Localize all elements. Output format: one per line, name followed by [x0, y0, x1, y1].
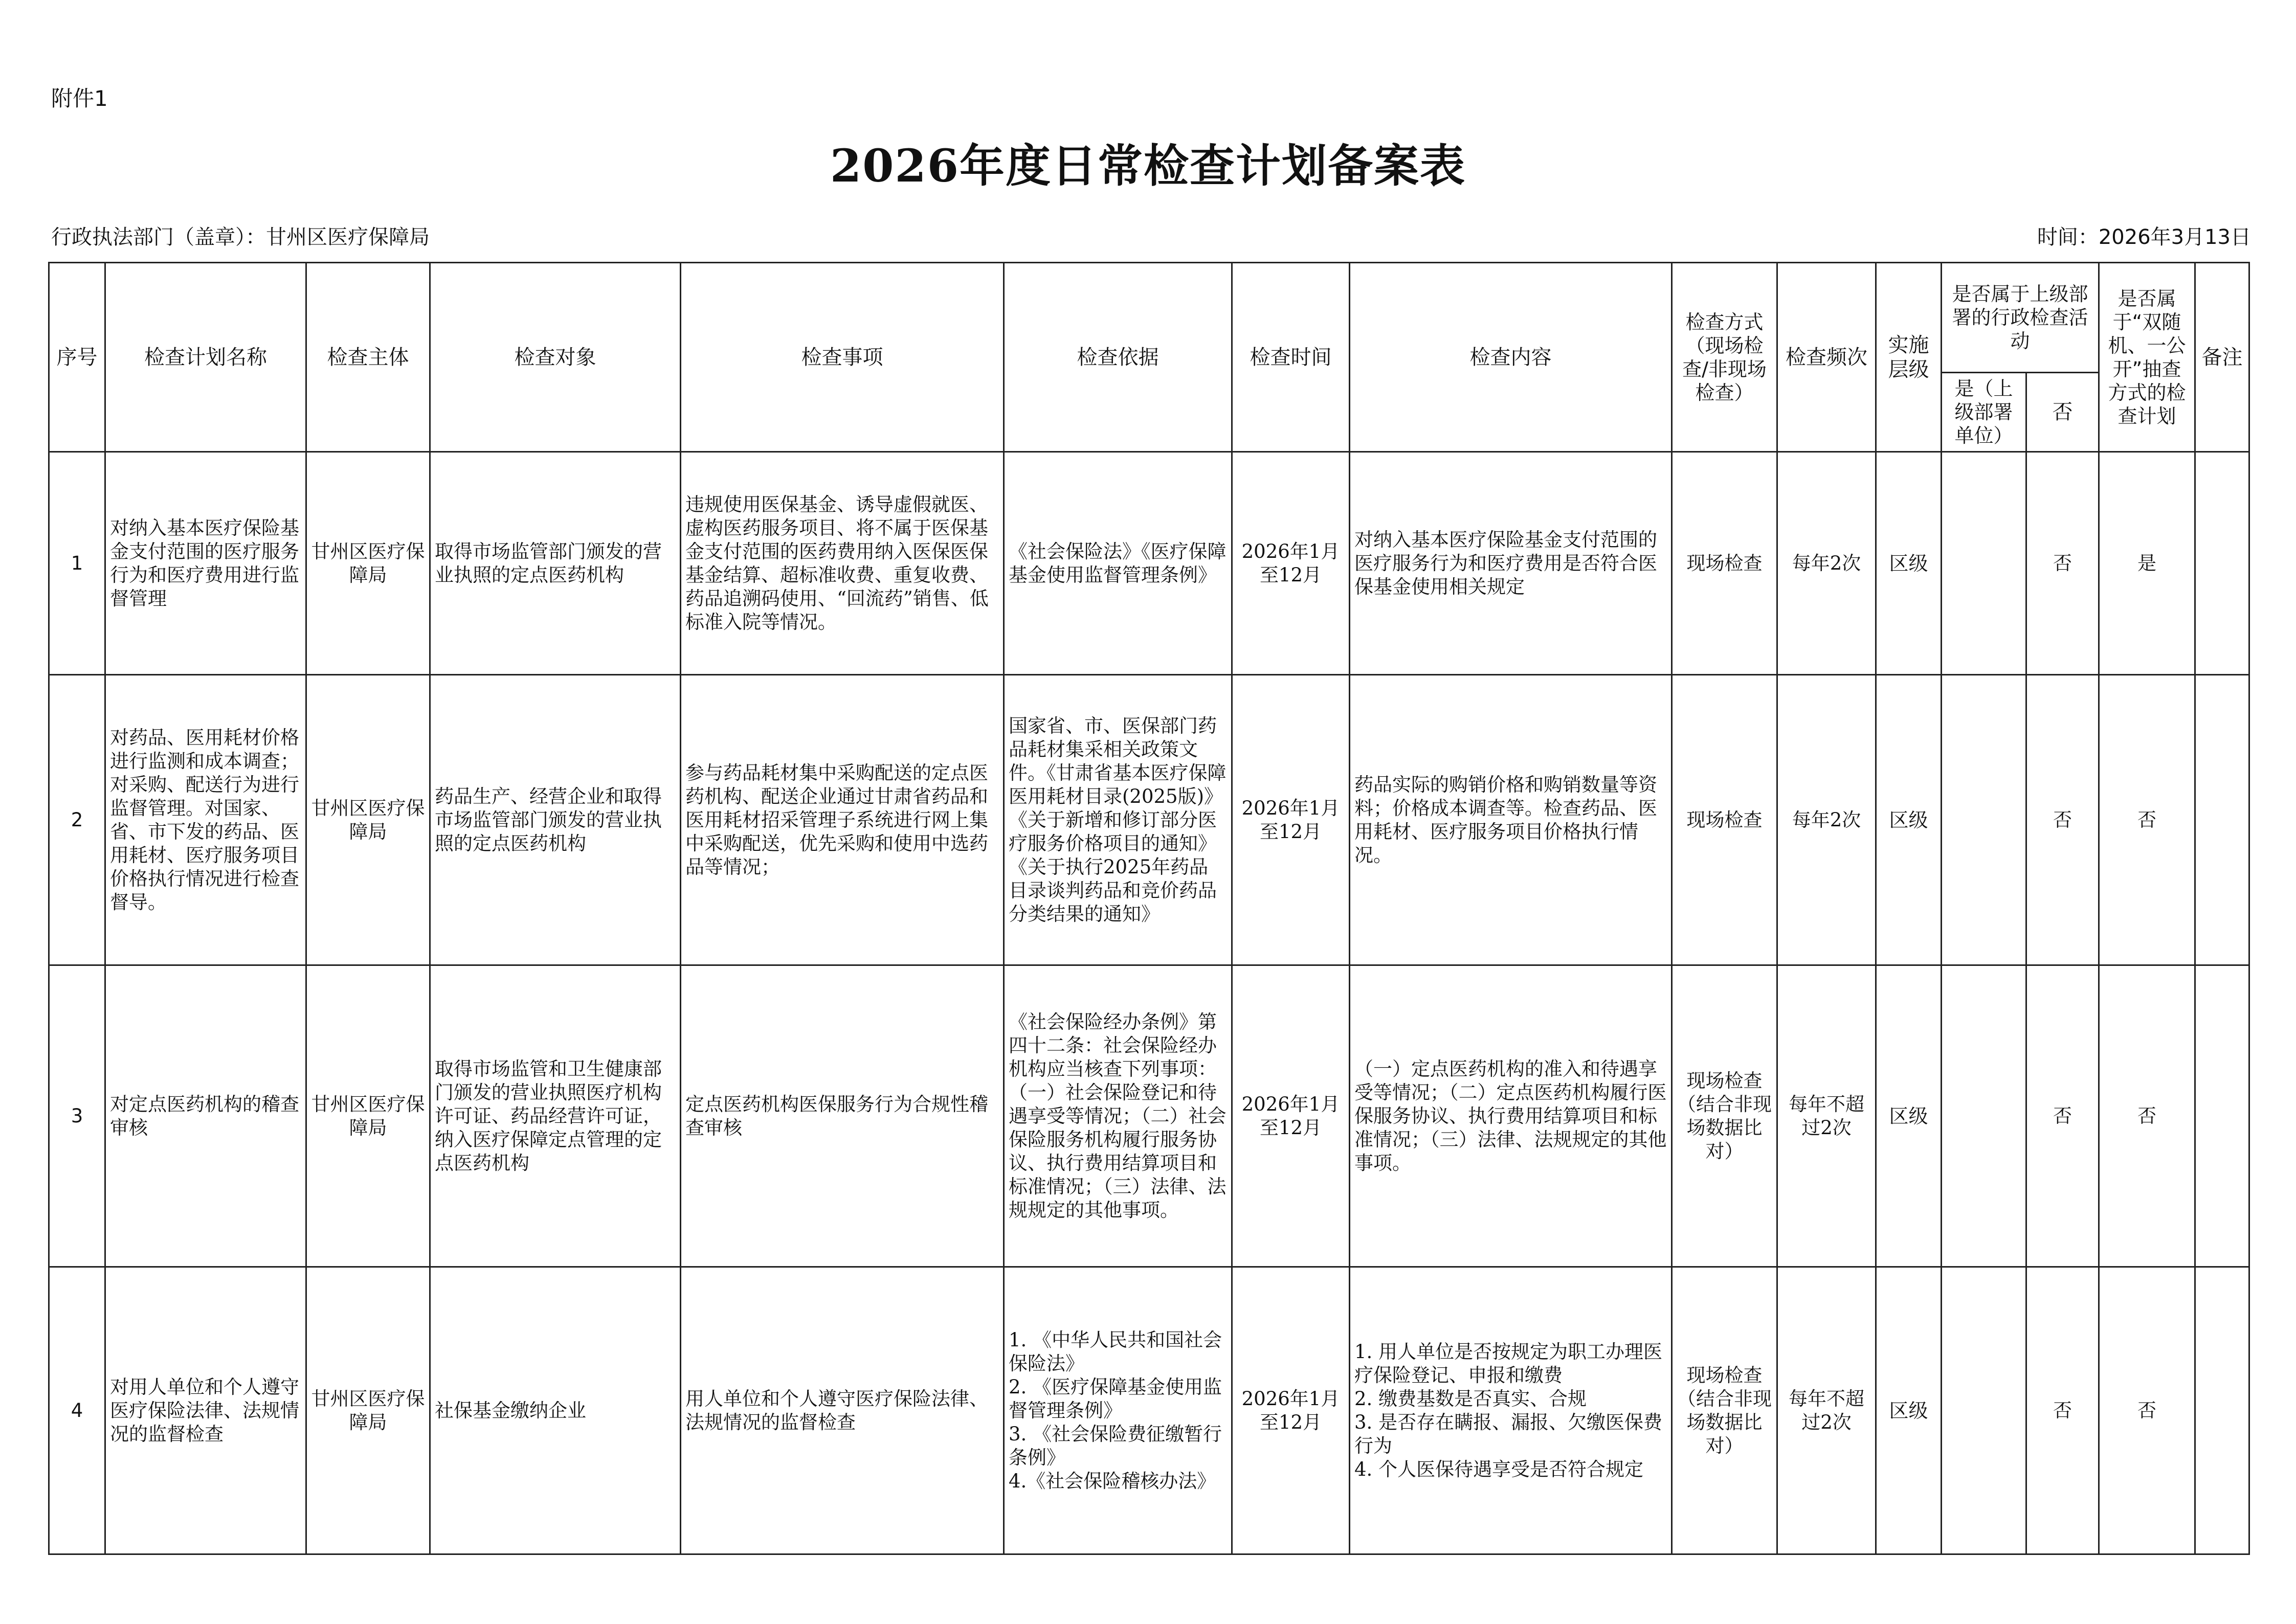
header-double-random: 是否属于“双随机、一公开”抽查方式的检查计划 [2099, 263, 2195, 452]
cell-plan-name: 对纳入基本医疗保险基金支付范围的医疗服务行为和医疗费用进行监督管理 [105, 452, 306, 675]
header-superior-yes: 是（上级部署单位） [1942, 373, 2026, 452]
cell-subject: 甘州区医疗保障局 [306, 675, 430, 965]
cell-double-random: 否 [2099, 1267, 2195, 1554]
header-target: 检查对象 [430, 263, 681, 452]
content-line: 1. 用人单位是否按规定为职工办理医疗保险登记、申报和缴费 [1354, 1340, 1663, 1386]
date-label: 时间：2026年3月13日 [2037, 225, 2251, 249]
cell-seq: 3 [49, 965, 105, 1267]
cell-target: 取得市场监管和卫生健康部门颁发的营业执照医疗机构许可证、药品经营许可证，纳入医疗保障定点管理的定点医药机构 [430, 965, 681, 1267]
cell-superior-no: 否 [2026, 452, 2099, 675]
cell-superior-yes [1942, 965, 2026, 1267]
basis-line: 2. 《医疗保障基金使用监督管理条例》 [1009, 1375, 1222, 1422]
cell-level: 区级 [1876, 675, 1942, 965]
header-method: 检查方式（现场检查/非现场检查） [1672, 263, 1777, 452]
table-row [49, 1267, 2249, 1554]
basis-line: 4.《社会保险稽核办法》 [1009, 1470, 1216, 1492]
cell-basis: 国家省、市、医保部门药品耗材集采相关政策文件。《甘肃省基本医疗保障医用耗材目录(2025版)》《关于新增和修订部分医疗服务价格项目的通知》《关于执行2025年药品目录谈判药品和竞价药品分类结果的通知》 [1004, 675, 1232, 965]
table-row [49, 965, 2249, 1267]
attachment-label: 附件1 [51, 86, 108, 111]
cell-remark [2195, 965, 2249, 1267]
cell-remark [2195, 675, 2249, 965]
header-content: 检查内容 [1350, 263, 1672, 452]
cell-items: 违规使用医保基金、诱导虚假就医、虚构医药服务项目、将不属于医保基金支付范围的医药费用纳入医保医保基金结算、超标准收费、重复收费、药品追溯码使用、“回流药”销售、低标准入院等情况。 [681, 452, 1004, 675]
cell-superior-yes [1942, 452, 2026, 675]
header-time: 检查时间 [1232, 263, 1350, 452]
cell-content: （一）定点医药机构的准入和待遇享受等情况；（二）定点医药机构履行医保服务协议、执行费用结算项目和标准情况；（三）法律、法规规定的其他事项。 [1350, 965, 1672, 1267]
table-header-row [49, 263, 2249, 373]
cell-double-random: 是 [2099, 452, 2195, 675]
basis-line: 1. 《中华人民共和国社会保险法》 [1009, 1328, 1222, 1374]
cell-level: 区级 [1876, 1267, 1942, 1554]
cell-content: 对纳入基本医疗保险基金支付范围的医疗服务行为和医疗费用是否符合医保基金使用相关规定 [1350, 452, 1672, 675]
cell-time: 2026年1月至12月 [1232, 1267, 1350, 1554]
header-level: 实施层级 [1876, 263, 1942, 452]
cell-frequency: 每年不超过2次 [1777, 1267, 1876, 1554]
cell-frequency: 每年2次 [1777, 675, 1876, 965]
header-basis: 检查依据 [1004, 263, 1232, 452]
header-plan-name: 检查计划名称 [105, 263, 306, 452]
cell-method: 现场检查 [1672, 452, 1777, 675]
cell-content [1350, 1267, 1672, 1554]
cell-superior-no: 否 [2026, 1267, 2099, 1554]
cell-subject: 甘州区医疗保障局 [306, 1267, 430, 1554]
inspection-plan-table [48, 262, 2250, 1555]
cell-target: 药品生产、经营企业和取得市场监管部门颁发的营业执照的定点医药机构 [430, 675, 681, 965]
cell-subject: 甘州区医疗保障局 [306, 965, 430, 1267]
cell-superior-no: 否 [2026, 965, 2099, 1267]
header-frequency: 检查频次 [1777, 263, 1876, 452]
cell-frequency: 每年不超过2次 [1777, 965, 1876, 1267]
basis-line: 3. 《社会保险费征缴暂行条例》 [1009, 1423, 1222, 1469]
cell-seq: 2 [49, 675, 105, 965]
cell-time: 2026年1月至12月 [1232, 675, 1350, 965]
cell-plan-name: 对定点医药机构的稽查审核 [105, 965, 306, 1267]
header-superior-no: 否 [2026, 373, 2099, 452]
cell-seq: 4 [49, 1267, 105, 1554]
content-line: 2. 缴费基数是否真实、合规 [1354, 1387, 1587, 1410]
content-line: 4. 个人医保待遇享受是否符合规定 [1354, 1458, 1644, 1480]
cell-level: 区级 [1876, 965, 1942, 1267]
cell-remark [2195, 1267, 2249, 1554]
cell-seq: 1 [49, 452, 105, 675]
cell-superior-yes [1942, 1267, 2026, 1554]
cell-items: 用人单位和个人遵守医疗保险法律、法规情况的监督检查 [681, 1267, 1004, 1554]
cell-plan-name: 对药品、医用耗材价格进行监测和成本调查；对采购、配送行为进行监督管理。对国家、省、市下发的药品、医用耗材、医疗服务项目价格执行情况进行检查督导。 [105, 675, 306, 965]
cell-subject: 甘州区医疗保障局 [306, 452, 430, 675]
cell-content: 药品实际的购销价格和购销数量等资料；价格成本调查等。检查药品、医用耗材、医疗服务项目价格执行情况。 [1350, 675, 1672, 965]
cell-target: 取得市场监管部门颁发的营业执照的定点医药机构 [430, 452, 681, 675]
cell-remark [2195, 452, 2249, 675]
cell-method: 现场检查（结合非现场数据比对） [1672, 965, 1777, 1267]
cell-basis [1004, 1267, 1232, 1554]
cell-time: 2026年1月至12月 [1232, 452, 1350, 675]
table-row [49, 452, 2249, 675]
header-superior: 是否属于上级部署的行政检查活动 [1942, 263, 2099, 373]
cell-method: 现场检查（结合非现场数据比对） [1672, 1267, 1777, 1554]
cell-items: 参与药品耗材集中采购配送的定点医药机构、配送企业通过甘肃省药品和医用耗材招采管理子系统进行网上集中采购配送，优先采购和使用中选药品等情况； [681, 675, 1004, 965]
header-seq: 序号 [49, 263, 105, 452]
page-title: 2026年度日常检查计划备案表 [830, 139, 1466, 192]
cell-level: 区级 [1876, 452, 1942, 675]
header-items: 检查事项 [681, 263, 1004, 452]
cell-double-random: 否 [2099, 675, 2195, 965]
cell-double-random: 否 [2099, 965, 2195, 1267]
header-remark: 备注 [2195, 263, 2249, 452]
table-row [49, 675, 2249, 965]
cell-target: 社保基金缴纳企业 [430, 1267, 681, 1554]
cell-time: 2026年1月至12月 [1232, 965, 1350, 1267]
cell-frequency: 每年2次 [1777, 452, 1876, 675]
content-line: 3. 是否存在瞒报、漏报、欠缴医保费行为 [1354, 1411, 1663, 1457]
header-subject: 检查主体 [306, 263, 430, 452]
cell-method: 现场检查 [1672, 675, 1777, 965]
cell-basis: 《社会保险经办条例》第四十二条：社会保险经办机构应当核查下列事项：（一）社会保险登记和待遇享受等情况；（二）社会保险服务机构履行服务协议、执行费用结算项目和标准情况；（三）法律、法规规定的其他事项。 [1004, 965, 1232, 1267]
cell-items: 定点医药机构医保服务行为合规性稽查审核 [681, 965, 1004, 1267]
department-label: 行政执法部门（盖章）：甘州区医疗保障局 [51, 225, 430, 249]
cell-basis: 《社会保险法》《医疗保障基金使用监督管理条例》 [1004, 452, 1232, 675]
cell-superior-no: 否 [2026, 675, 2099, 965]
cell-plan-name: 对用人单位和个人遵守医疗保险法律、法规情况的监督检查 [105, 1267, 306, 1554]
cell-superior-yes [1942, 675, 2026, 965]
